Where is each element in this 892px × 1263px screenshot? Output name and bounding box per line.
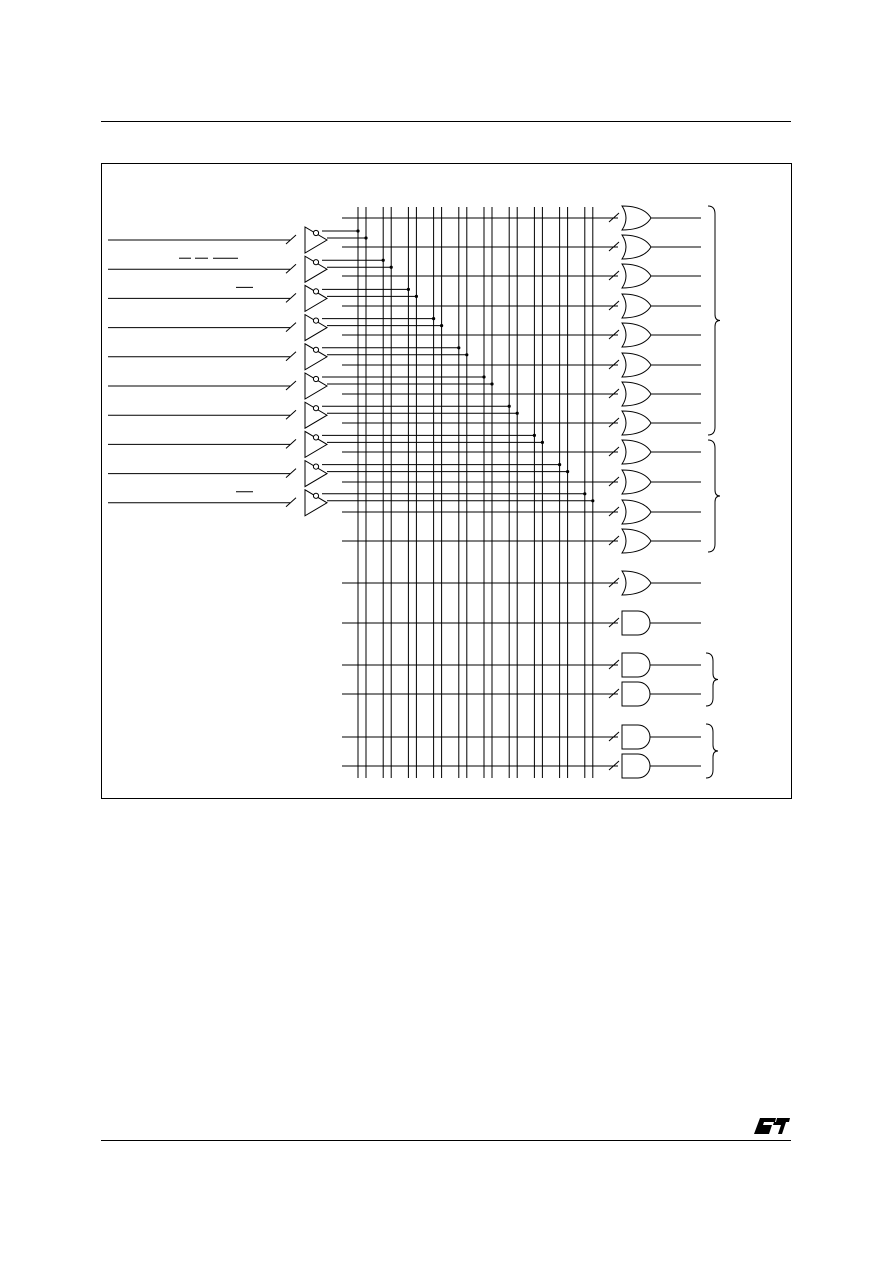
or-gate — [622, 382, 651, 406]
output-brace — [708, 440, 720, 552]
and-gate — [622, 611, 650, 635]
or-gate — [622, 235, 651, 259]
inversion-bubble — [313, 260, 318, 265]
or-gate — [622, 470, 651, 494]
inversion-bubble — [313, 435, 318, 440]
and-array — [342, 207, 618, 778]
and-gate — [622, 725, 650, 749]
or-gate — [622, 411, 651, 435]
and-gate — [622, 653, 650, 677]
input-buffers — [108, 227, 594, 516]
or-gate — [622, 440, 651, 464]
output-brace — [706, 653, 718, 706]
or-gate — [622, 353, 651, 377]
and-gate — [622, 682, 650, 706]
output-brace — [706, 724, 718, 778]
output-brace — [708, 206, 720, 435]
inversion-bubble — [313, 493, 318, 498]
or-gate — [622, 206, 651, 230]
inversion-bubble — [313, 347, 318, 352]
or-gate — [622, 500, 651, 524]
or-gate — [622, 529, 651, 553]
or-gate — [622, 294, 651, 318]
and-gate — [622, 754, 650, 778]
st-logo-icon — [752, 1114, 792, 1138]
or-gate — [622, 323, 651, 347]
diagram-frame — [102, 164, 792, 799]
output-gates — [609, 206, 701, 778]
output-braces — [706, 206, 720, 778]
or-gate — [622, 264, 651, 288]
inversion-bubble — [313, 406, 318, 411]
or-gate — [622, 571, 651, 595]
inversion-bubble — [313, 464, 318, 469]
inversion-bubble — [313, 318, 318, 323]
inversion-bubble — [313, 376, 318, 381]
inversion-bubble — [313, 289, 318, 294]
inversion-bubble — [313, 230, 318, 235]
